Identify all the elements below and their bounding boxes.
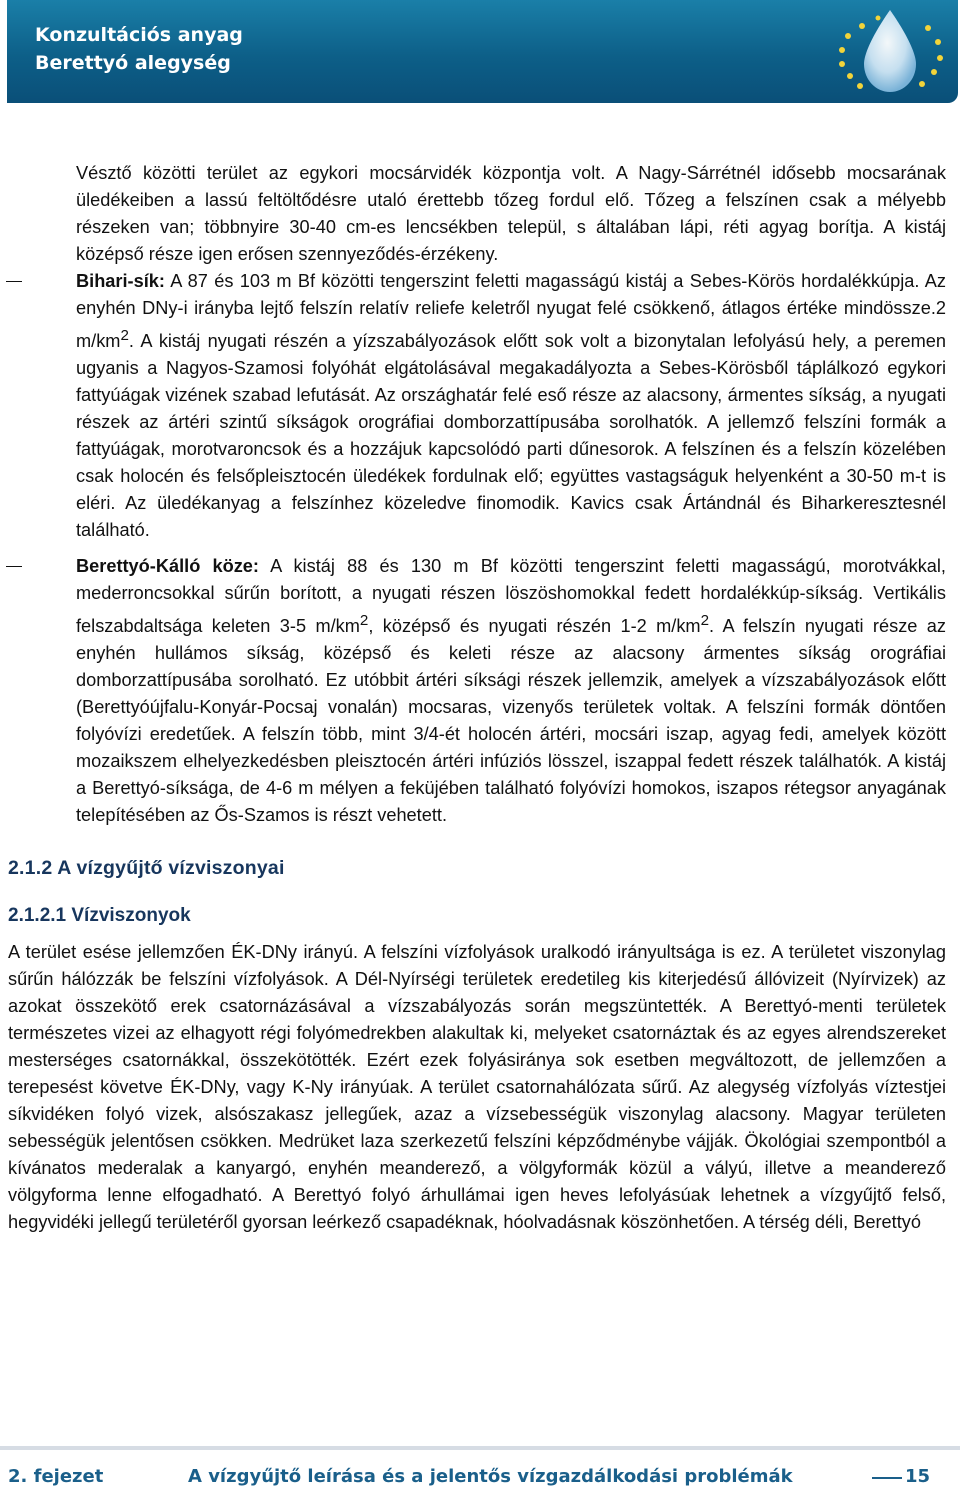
term-bihari-sik: Bihari-sík: xyxy=(76,271,165,291)
berettyo-superscript-1: 2 xyxy=(359,612,369,630)
footer-title: A vízgyűjtő leírása és a jelentős vízgazdálkodási problémák xyxy=(188,1466,793,1487)
dash-bullet-icon xyxy=(6,281,22,282)
footer-chapter: 2. fejezet xyxy=(8,1466,104,1487)
section-heading-2-1-2: 2.1.2 A vízgyűjtő vízviszonyai xyxy=(8,857,285,880)
list-item-berettyo-kallo xyxy=(0,553,960,829)
water-conditions-paragraph: A terület esése jellemzően ÉK-DNy irányú. A felszíni vízfolyások uralkodó irányultsága is ez. A területet viszonylag sűrűn hálózzák be felszíni vízfolyások. A Dél-Nyírségi területek eredetileg kis kiterjedésű állóvizeit (Nyírvizek) az azokat összekötő erek csatornázásával a vízszabályozás során megszüntették. A Berettyó-menti területek természetes vizei az elhagyott régi folyómedrekben alakultak ki, melyeket csatornáztak és az egyes alrendszereket mesterséges csatornákkal, összekötötték. Ezért ezek folyásiránya sok esetben megváltozott, de jellemzően a terepesést követve ÉK-DNy, vagy K-Ny irányúak. A terület csatornahálózata sűrű. Az alegység vízfolyás víztestjei síkvidéken folyó vizek, alsószakasz jellegűek, azaz a vízsebességük viszonylag alacsony. Magyar területen sebességük jelentősen csökken. Medrüket laza szerkezetű felszíni képződménybe vájják. Ökológiai szempontból a kívánatos mederalak a kanyargó, enyhén meanderező, a völgyformák közül a vályú, illetve a meanderező völgyforma lenne elfogadható. A Berettyó folyó árhullámai igen heves lefolyásúak lehetnek a vízgyűjtő felső, hegyvidéki jellegű területéről gyorsan leérkező csapadéknak, hóolvadásnak köszönhetően. A térség déli, Berettyó xyxy=(8,942,946,1233)
dash-bullet-icon xyxy=(6,566,22,567)
header-title: Konzultációs anyag xyxy=(35,24,243,46)
intro-paragraph: Vésztő közötti terület az egykori mocsárvidék központja volt. A Nagy-Sárrétnél idősebb mocsarának üledékeiben a lassú feltöltődésre utaló érettebb tőzeg fordul elő. Tőzeg a felszínen csak a mélyebb részeken van; többnyire 30-40 cm-es lencsékben települ, s általában lápi, réti agyag borítja. A kistáj középső része igen erősen szennyeződés-érzékeny. xyxy=(76,163,946,264)
bihari-text-part2: . A kistáj nyugati részén a yízszabályozások előtt sok volt a bizonytalan lefolyású hely, a peremen ugyanis a Nagyos-Szamosi folyóhát elgátolásával megakadályozta a Sebes-Körösből táplálkozó egykori fattyúágak vizének szabad lefutását. Az országhatár felé eső része az alacsony, ármentes síkság, a nyugati részek az ártéri szintű síkságok orográfiai domborzattípusába sorolhatók. A jellemző felszíni formák a fattyúágak, morotvaroncsok és a hozzájuk kapcsolódó parti dűnesorok. A felszínen és a felszín közelében csak holocén és felsőpleisztocén üledékek fordulnak elő; együttes vastagságuk helyenként a 30-50 m-t is eléri. Az üledékanyag a felszínhez közeledve finomodik. Kavics csak Ártándnál és Biharkeresztesnél található. xyxy=(76,331,946,541)
berettyo-text-part3: . A felszín nyugati része az enyhén hullámos síkság, középső és keleti része az alacsony ármentes síkság orográfiai domborzattípusába sorolható. Ez utóbbit ártéri síksági részek jellemzik, amelyek a vízszabályozások előtt (Berettyóújfalu-Konyár-Pocsaj vonalán) mocsaras, vizenyős területek voltak. A felszíni formák döntően folyóvízi eredetűek. A felszín több, mint 3/4-ét holocén ártéri, mocsári iszap, agyag fedi, amelyek között mozaikszem elhelyezkedésben pleisztocén ártéri infúziós lösszel, iszappal fedett részek találhatók. A kistáj a Berettyó-síksága, de 4-6 m mélyen a feküjében található folyóvízi homokos, iszapos rétegsor anyagának telepítésében az Ős-Szamos is részt vehetett. xyxy=(76,616,946,826)
page-number: 15 xyxy=(904,1466,930,1487)
document-header xyxy=(7,0,958,103)
footer-divider xyxy=(0,1446,960,1450)
bihari-text-part1: A 87 és 103 m Bf közötti tengerszint feletti magasságú kistáj a Sebes-Körös hordalékkúpja. Az enyhén DNy-i irányba lejtő felszín relatív reliefe keletről nyugat felé csökkenő, átlagos értéke mindössze.2 m/km xyxy=(76,271,946,352)
berettyo-text-part2: , középső és nyugati részén 1-2 m/km xyxy=(368,616,701,637)
bihari-superscript: 2 xyxy=(120,327,129,344)
page-footer xyxy=(8,1466,948,1490)
term-berettyo-kallo: Berettyó-Kálló köze: xyxy=(76,556,259,577)
document-body xyxy=(0,160,960,1236)
header-subtitle: Berettyó alegység xyxy=(35,52,231,74)
list-item-bihari-sik xyxy=(0,268,960,544)
berettyo-superscript-2: 2 xyxy=(700,612,710,630)
footer-page-rule xyxy=(872,1477,902,1479)
berettyo-text-part1: A kistáj 88 és 130 m Bf közötti tengerszint feletti magasságú, morotvákkal, mederroncsokkal sűrűn borított, a nyugati részen löszöshomokkal fedett hordalékkúp-síkság. Vertikális felszabdaltsága keleten 3-5 m/km xyxy=(76,556,946,637)
section-heading-2-1-2-1: 2.1.2.1 Vízviszonyok xyxy=(8,905,191,927)
water-drop-eu-stars-logo-icon xyxy=(820,6,950,98)
